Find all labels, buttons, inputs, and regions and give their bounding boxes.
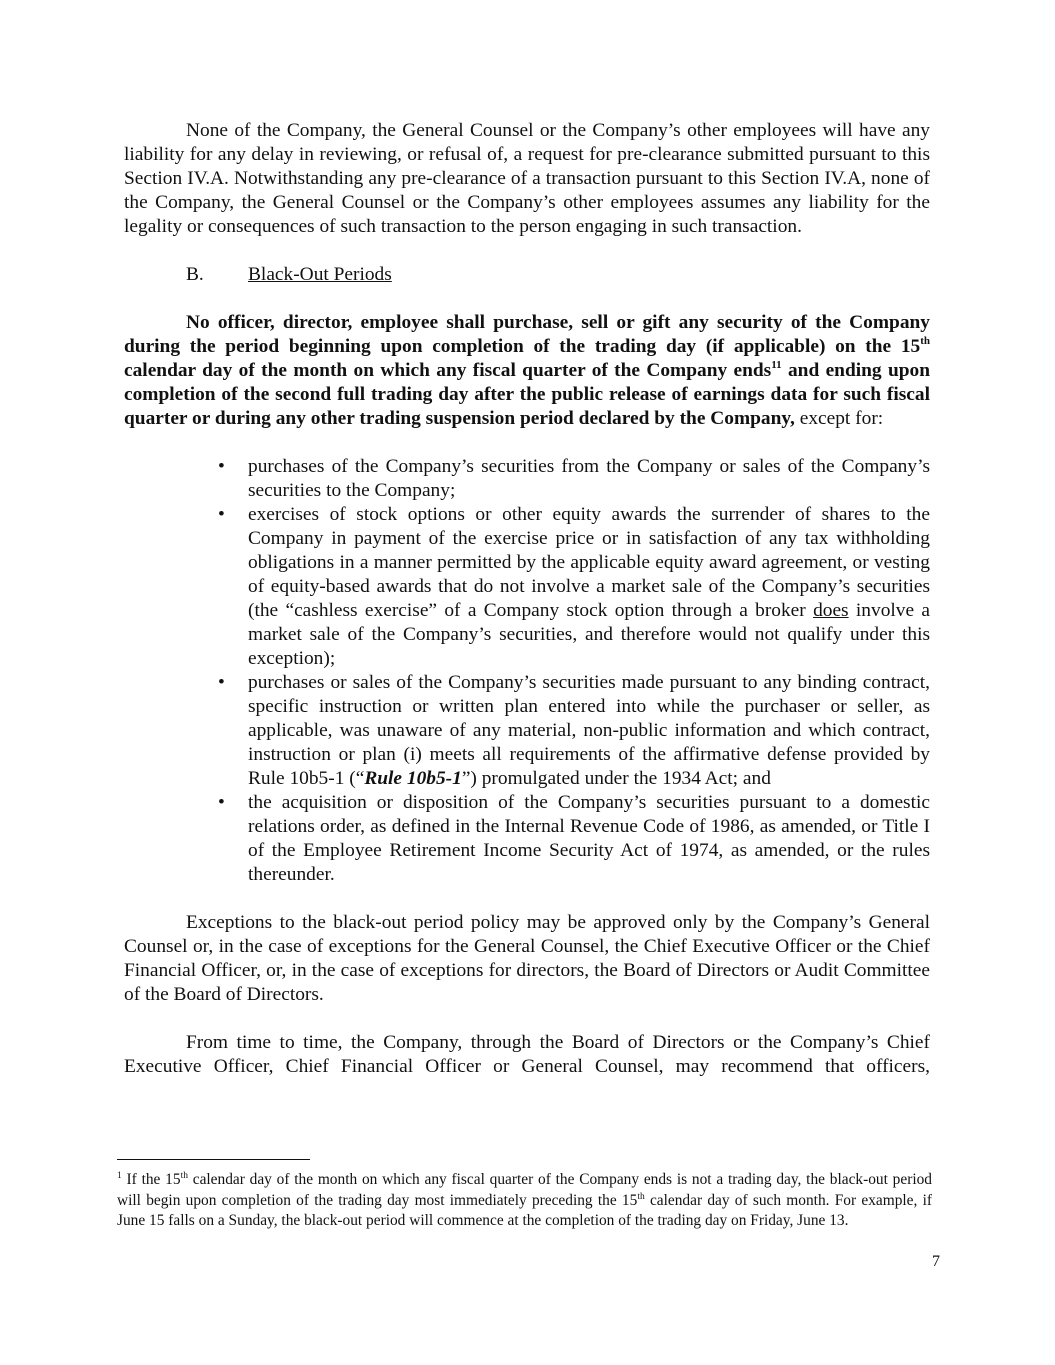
from-time-paragraph: From time to time, the Company, through the Board of Directors or the Company’s Chief Executive Officer, Chief Financial Officer or General Counsel, may recommend that officers,	[124, 1032, 930, 1077]
list-item	[218, 503, 930, 671]
footnote-sup: th	[637, 1191, 645, 1202]
section-title: Black-Out Periods	[248, 264, 392, 285]
blackout-paragraph	[124, 311, 930, 431]
exceptions-paragraph: Exceptions to the black-out period policy may be approved only by the Company’s General Counsel or, in the case of exceptions for the General Counsel, the Chief Executive Officer or the Chief Financial Officer, or, in the case of exceptions for directors, the Board of Directors or Audit Committee of the Board of Directors.	[124, 912, 930, 1005]
list-item-text: involve a market sale of the Company’s securities, and therefore would not qualify under this exception);	[248, 600, 931, 669]
bullet-icon: •	[218, 672, 225, 693]
blackout-bold-c: and ending upon completion of the second full trading day after the public release of earnings data for such fiscal quarter or during any other trading suspension period declared by the Company,	[124, 360, 930, 429]
blackout-tail: except for:	[794, 408, 884, 429]
list-item-text: ”) promulgated under the 1934 Act; and	[461, 768, 771, 789]
defined-term-rule: Rule 10b5-1	[364, 768, 462, 789]
liability-paragraph: None of the Company, the General Counsel or the Company’s other employees will have any liability for any delay in reviewing, or refusal of, a request for pre-clearance submitted pursuant to this Section IV.A. Notwithstanding any pre-clearance of a transaction pursuant to this Section IV.A, none of the Company, the General Counsel or the Company’s other employees assumes any liability for the legality or consequences of such transaction to the person engaging in such transaction.	[124, 120, 930, 237]
footnote-text: calendar day of such month. For example, if June 15 falls on a Sunday, the black-out period will commence at the completion of the trading day on Friday, June 13.	[117, 1191, 932, 1229]
footnote-1	[117, 1170, 932, 1232]
list-item	[218, 671, 930, 791]
footnote-text: If the 15	[121, 1171, 181, 1188]
sup-th: th	[920, 335, 930, 347]
footnote-area	[117, 1159, 932, 1232]
bullet-icon: •	[218, 504, 225, 525]
section-letter: B.	[186, 264, 204, 285]
underlined-does: does	[813, 600, 849, 621]
footnote-reference: 11	[771, 359, 782, 371]
list-item-text: purchases of the Company’s securities from the Company or sales of the Company’s securities to the Company;	[248, 456, 930, 501]
document-body	[124, 119, 930, 1079]
list-item-text: purchases or sales of the Company’s securities made pursuant to any binding contract, specific instruction or written plan entered into while the purchaser or seller, as applicable, was unaware of any material, non-public information and which contract, instruction or plan (i) meets all requirements of the affirmative defense provided by Rule 10b5-1 (“	[248, 672, 930, 789]
footnote-sup: th	[180, 1171, 188, 1181]
list-item-text: exercises of stock options or other equity awards the surrender of shares to the Company in payment of the exercise price or in satisfaction of any tax withholding obligations in a manner permitted by the applicable equity award agreement, or vesting of equity-based awards that do not involve a market sale of the Company’s securities (the “cashless exercise” of a Company stock option through a broker	[248, 504, 930, 621]
footnote-marker: 1	[117, 1171, 122, 1181]
list-item-text: the acquisition or disposition of the Company’s securities pursuant to a domestic relations order, as defined in the Internal Revenue Code of 1986, as amended, or Title I of the Employee Retirement Income Security Act of 1974, as amended, or the rules thereunder.	[248, 792, 930, 885]
blackout-bold-a: No officer, director, employee shall purchase, sell or gift any security of the Company during the period beginning upon completion of the trading day (if applicable) on the 15	[124, 312, 930, 357]
blackout-bold-b: calendar day of the month on which any fiscal quarter of the Company ends	[124, 360, 772, 381]
section-heading-b	[186, 263, 930, 287]
exception-list	[218, 455, 930, 887]
bullet-icon: •	[218, 456, 225, 477]
page-number: 7	[932, 1253, 940, 1270]
footnote-divider	[117, 1159, 310, 1160]
list-item	[218, 791, 930, 887]
bullet-icon: •	[218, 792, 225, 813]
footnote-text: calendar day of the month on which any fiscal quarter of the Company ends is not a trading day, the black-out period will begin upon completion of the trading day most immediately preceding the 15	[117, 1171, 932, 1209]
list-item	[218, 455, 930, 503]
